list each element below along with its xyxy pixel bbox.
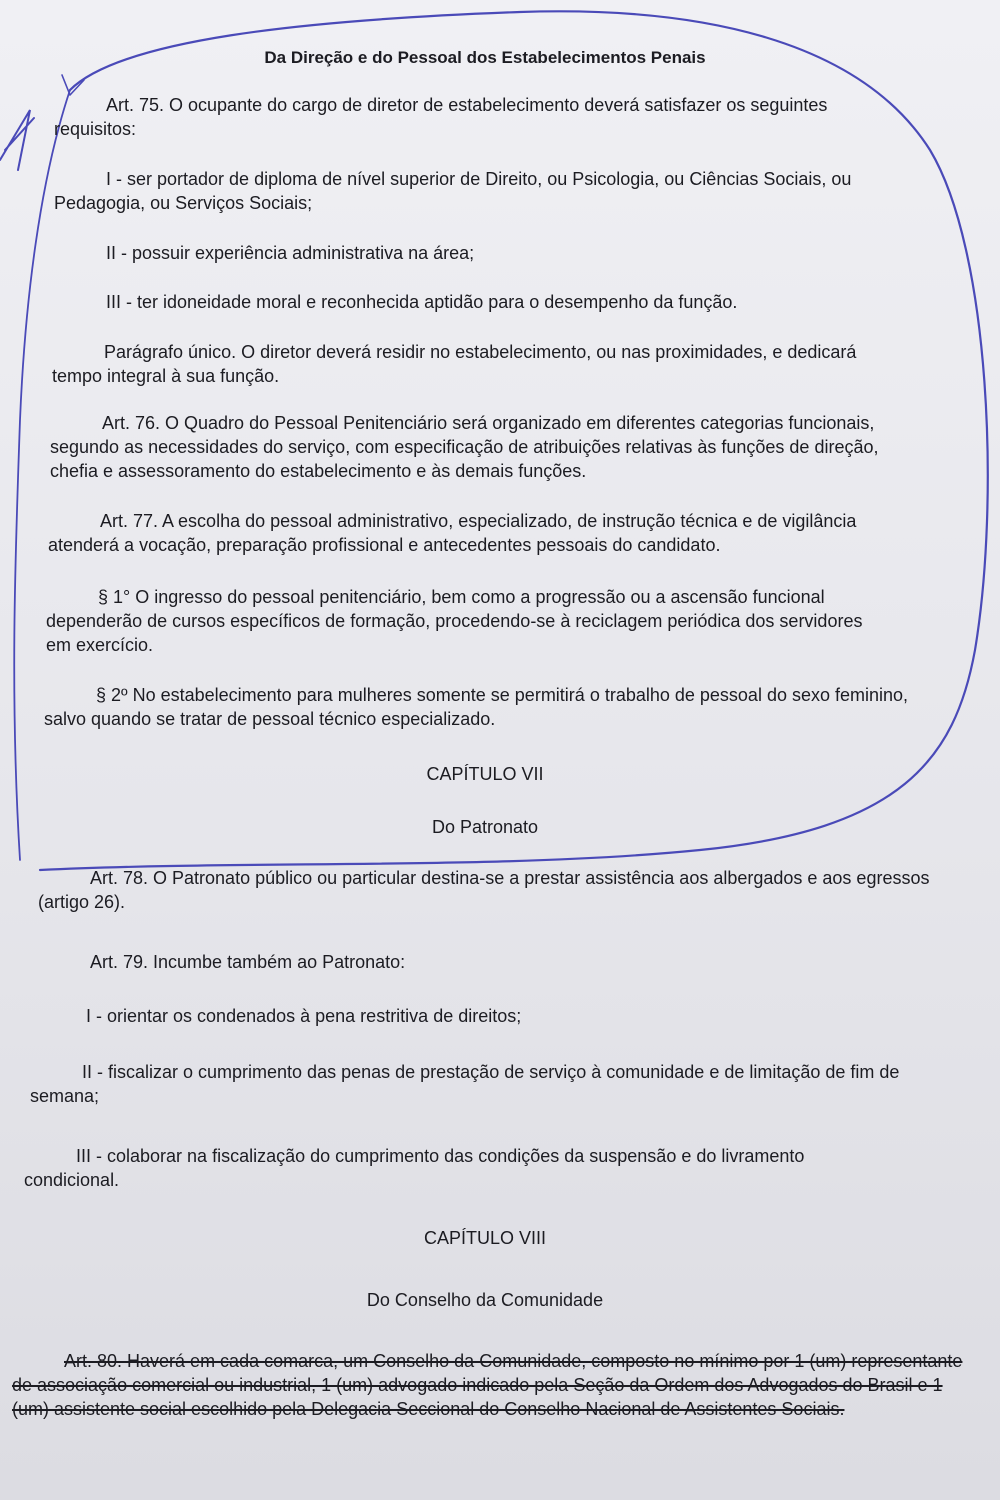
art75-text: Art. 75. O ocupante do cargo de diretor de estabelecimento deverá satisfazer os seguintes requisitos: [54, 95, 828, 139]
art77-paragraph-1: § 1° O ingresso do pessoal penitenciário, bem como a progressão ou a ascensão funcional dependerão de cursos específicos de formação, procedendo-se à reciclagem periódica dos servidores em exercício. [46, 587, 863, 655]
chapter7-title: CAPÍTULO VII [426, 764, 544, 784]
art75-item-1: I - ser portador de diploma de nível superior de Direito, ou Psicologia, ou Ciências Sociais, ou Pedagogia, ou Serviços Sociais; [54, 169, 852, 213]
art79-text: Art. 79. Incumbe também ao Patronato: [90, 952, 406, 972]
chapter8-title: CAPÍTULO VIII [423, 1228, 547, 1248]
art76-text: Art. 76. O Quadro do Pessoal Penitenciário será organizado em diferentes categorias funcionais, segundo as necessidades do serviço, com especificação de atribuições relativas às funções de direção, chefia e assessoramento do estabelecimento e às demais funções. [50, 413, 879, 481]
art79-item-2: II - fiscalizar o cumprimento das penas de prestação de serviço à comunidade e de limitação de fim de semana; [30, 1062, 900, 1106]
chapter8-subtitle: Do Conselho da Comunidade [366, 1290, 604, 1310]
art75-item-3: III - ter idoneidade moral e reconhecida aptidão para o desempenho da função. [106, 292, 738, 312]
section-title: Da Direção e do Pessoal dos Estabelecimentos Penais [264, 48, 706, 67]
chapter7-subtitle: Do Patronato [431, 817, 539, 837]
art79-item-3: III - colaborar na fiscalização do cumprimento das condições da suspensão e do livramento condicional. [24, 1146, 805, 1190]
art79-item-1: I - orientar os condenados à pena restritiva de direitos; [86, 1006, 522, 1026]
art75-paragrafo-unico: Parágrafo único. O diretor deverá residir no estabelecimento, ou nas proximidades, e dedicará tempo integral à sua função. [52, 342, 857, 386]
art78-text: Art. 78. O Patronato público ou particular destina-se a prestar assistência aos albergados e aos egressos (artigo 26). [38, 868, 930, 912]
art77-text: Art. 77. A escolha do pessoal administrativo, especializado, de instrução técnica e de vigilância atenderá a vocação, preparação profissional e antecedentes pessoais do candidato. [48, 511, 857, 555]
art80-text: Art. 80. Haverá em cada comarca, um Conselho da Comunidade, composto no mínimo por 1 (um) representante de associação comercial ou industrial, 1 (um) advogado indicado pela Seção da Ordem dos Advogados do Brasil e 1 (um) assistente social escolhido pela Delegacia Seccional do Conselho Nacional de Assistentes Sociais. [12, 1351, 963, 1419]
art75-item-2: II - possuir experiência administrativa na área; [106, 243, 475, 263]
art77-paragraph-2: § 2º No estabelecimento para mulheres somente se permitirá o trabalho de pessoal do sexo feminino, salvo quando se tratar de pessoal técnico especializado. [44, 685, 909, 729]
